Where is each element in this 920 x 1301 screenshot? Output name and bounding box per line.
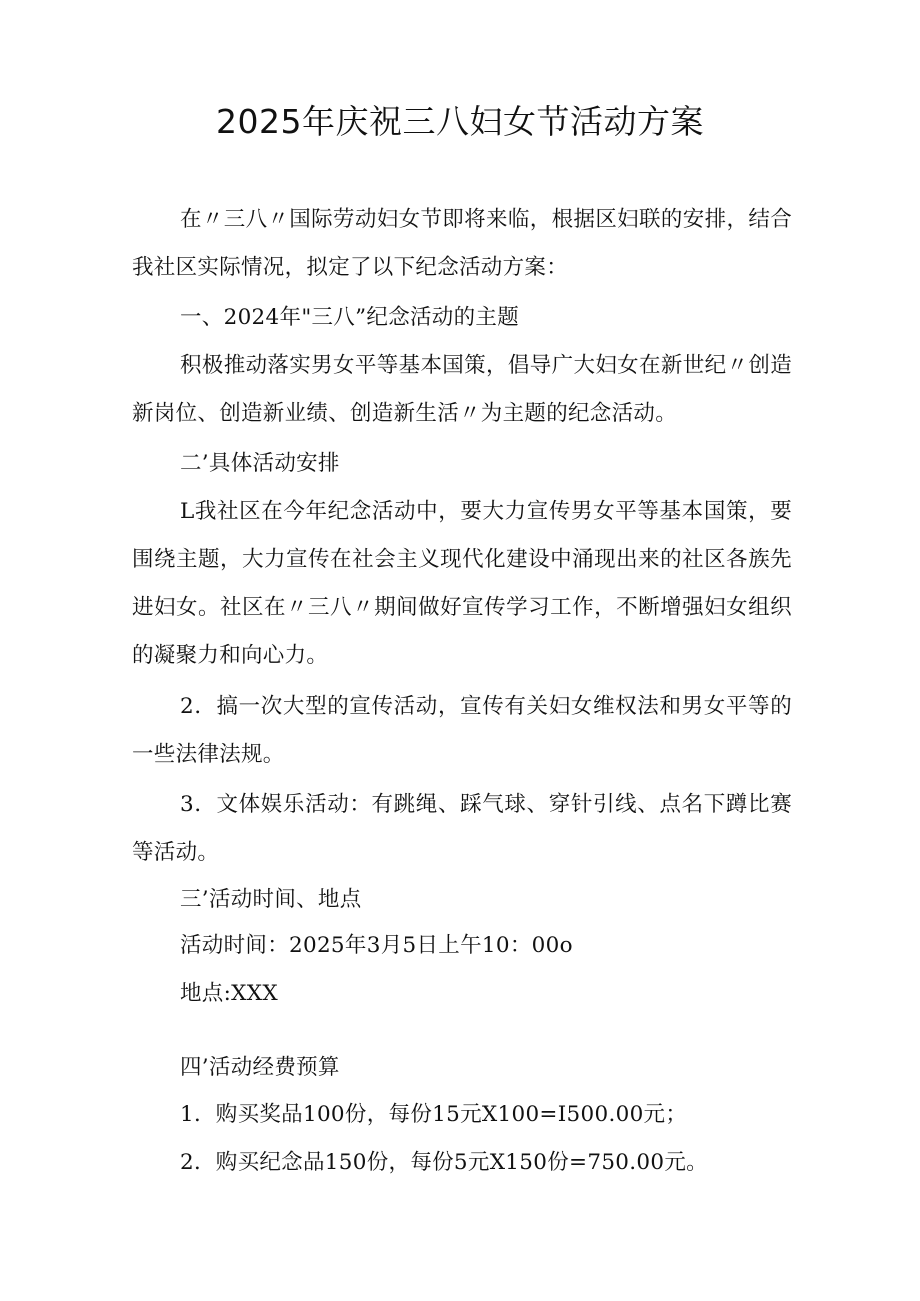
budget-item-1: 1．购买奖品100份，每份15元X100=I500.00元； <box>180 1102 688 1127</box>
section-heading-theme: 一、2024年"三八”纪念活动的主题 <box>180 305 519 330</box>
activity-place: 地点:XXX <box>180 981 278 1006</box>
budget-item-2: 2．购买纪念品150份，每份5元X150份=750.00元。 <box>180 1150 708 1175</box>
section-heading-time-place: 三’活动时间、地点 <box>180 887 362 912</box>
theme-paragraph: 积极推动落实男女平等基本国策，倡导广大妇女在新世纪〃创造新岗位、创造新业绩、创造新生活〃为主题的纪念活动。 <box>132 353 792 426</box>
activity-time: 活动时间：2025年3月5日上午10：00o <box>180 933 573 958</box>
arrangement-item-2: 2．搞一次大型的宣传活动，宣传有关妇女维权法和男女平等的一些法律法规。 <box>132 694 792 767</box>
section-heading-budget: 四’活动经费预算 <box>180 1055 340 1080</box>
document-title: 2025年庆祝三八妇女节活动方案 <box>216 102 704 141</box>
arrangement-item-1: L我社区在今年纪念活动中，要大力宣传男女平等基本国策，要围绕主题，大力宣传在社会主义现代化建设中涌现出来的社区各族先进妇女。社区在〃三八〃期间做好宣传学习工作，不断增强妇女组织的凝聚力和向心力。 <box>132 499 792 668</box>
intro-paragraph: 在〃三八〃国际劳动妇女节即将来临，根据区妇联的安排，结合我社区实际情况，拟定了以下纪念活动方案： <box>132 207 792 280</box>
section-heading-arrangements: 二’具体活动安排 <box>180 451 340 476</box>
arrangement-item-3: 3．文体娱乐活动：有跳绳、踩气球、穿针引线、点名下蹲比赛等活动。 <box>132 792 792 865</box>
